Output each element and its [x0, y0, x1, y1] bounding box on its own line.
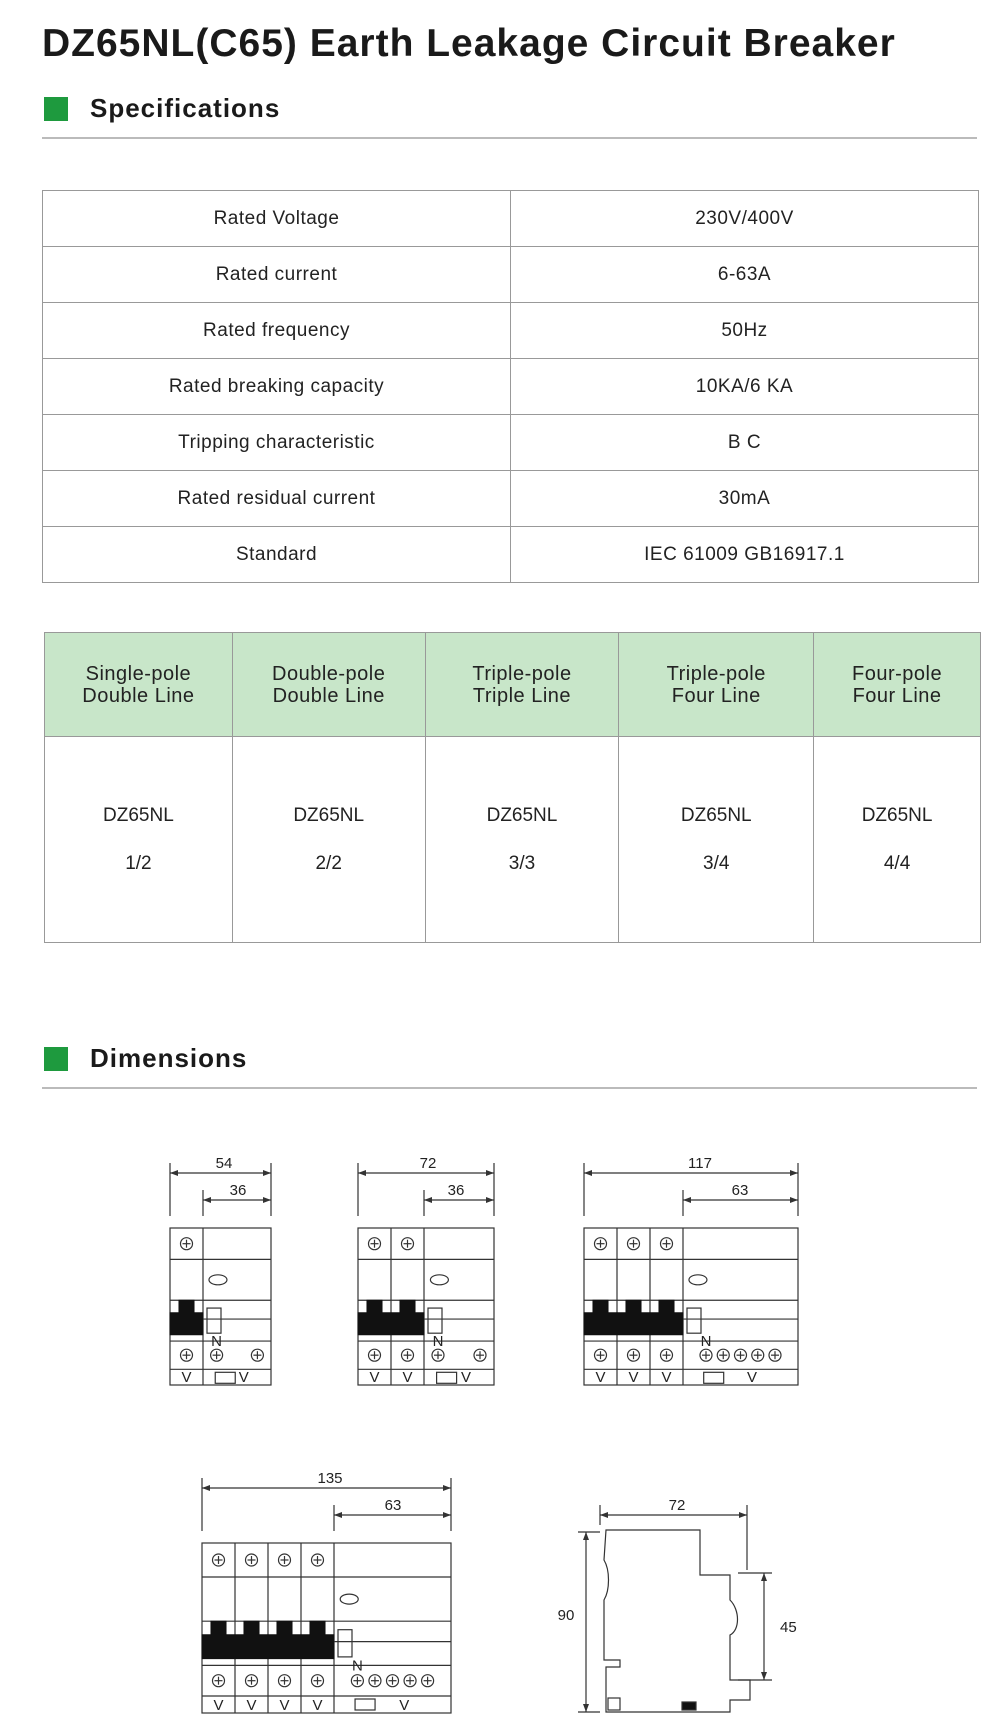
terminal-screw-icon: [422, 1675, 434, 1687]
table-row: [43, 191, 979, 247]
arrow-head: [443, 1485, 451, 1491]
rcd-indicator: [704, 1372, 724, 1383]
neutral-label: N: [700, 1332, 712, 1350]
toggle-handle: [650, 1300, 683, 1335]
terminal-screw-icon: [661, 1349, 673, 1361]
terminal-screw-icon: [628, 1238, 640, 1250]
terminal-mark: V: [628, 1369, 639, 1386]
terminal-screw-icon: [246, 1554, 258, 1566]
terminal-screw-icon: [661, 1238, 673, 1250]
width-label: 72: [668, 1497, 686, 1514]
terminal-screw-icon: [369, 1238, 381, 1250]
neutral-label: N: [351, 1657, 363, 1675]
breaker-body: [584, 1228, 798, 1385]
model-header: Four-pole Four Line: [814, 633, 981, 737]
terminal-screw-icon: [351, 1675, 363, 1687]
terminal-screw-icon: [312, 1675, 324, 1687]
terminal-screw-icon: [181, 1349, 193, 1361]
terminal-mark: V: [246, 1697, 257, 1714]
arrow-head: [761, 1672, 767, 1680]
terminal-mark: V: [402, 1369, 413, 1386]
spec-label: Rated frequency: [43, 303, 511, 359]
terminal-mark: V: [746, 1369, 758, 1386]
terminal-screw-icon: [213, 1554, 225, 1566]
model-header: Triple-pole Triple Line: [425, 633, 619, 737]
total-width-label: 72: [419, 1155, 437, 1172]
arrow-head: [790, 1197, 798, 1203]
terminal-screw-icon: [595, 1238, 607, 1250]
terminal-screw-icon: [432, 1349, 444, 1361]
specifications-section-header: [42, 93, 977, 139]
test-button-icon: [340, 1594, 358, 1604]
rcd-latch: [207, 1308, 221, 1333]
depth-label: 45: [780, 1619, 797, 1636]
module-width-label: 63: [731, 1182, 749, 1199]
terminal-mark: V: [399, 1697, 410, 1714]
spec-label: Rated breaking capacity: [43, 359, 511, 415]
table-row: [45, 737, 981, 943]
terminal-screw-icon: [213, 1675, 225, 1687]
arrow-head: [790, 1170, 798, 1176]
test-button-icon: [689, 1275, 707, 1285]
arrow-head: [263, 1170, 271, 1176]
arrow-head: [600, 1512, 608, 1518]
table-row: [43, 471, 979, 527]
test-button-icon: [430, 1275, 448, 1285]
terminal-mark: V: [369, 1369, 380, 1386]
rcd-indicator: [215, 1372, 235, 1383]
toggle-handle: [202, 1621, 235, 1658]
terminal-screw-icon: [402, 1238, 414, 1250]
models-table: [44, 632, 981, 943]
model-header: Double-pole Double Line: [232, 633, 425, 737]
page-title: DZ65NL(C65) Earth Leakage Circuit Breaker: [42, 22, 896, 65]
spec-value: 10KA/6 KA: [511, 359, 979, 415]
spec-label: Rated Voltage: [43, 191, 511, 247]
section-square-icon: [44, 97, 68, 121]
module-width-label: 36: [447, 1182, 465, 1199]
arrow-head: [203, 1197, 211, 1203]
model-header: Single-pole Double Line: [45, 633, 233, 737]
terminal-mark: V: [595, 1369, 606, 1386]
terminal-screw-icon: [181, 1238, 193, 1250]
terminal-screw-icon: [474, 1349, 486, 1361]
toggle-handle: [358, 1300, 391, 1335]
arrow-head: [583, 1704, 589, 1712]
height-dimension: [583, 1532, 589, 1712]
terminal-screw-icon: [769, 1349, 781, 1361]
table-row: [43, 415, 979, 471]
din-rail-block: [682, 1702, 696, 1710]
toggle-handle: [617, 1300, 650, 1335]
arrow-head: [443, 1512, 451, 1518]
arrow-head: [683, 1197, 691, 1203]
spec-value: 30mA: [511, 471, 979, 527]
terminal-mark: V: [460, 1369, 472, 1386]
section-title: Specifications: [90, 93, 281, 123]
terminal-screw-icon: [251, 1349, 263, 1361]
breaker-body: [202, 1543, 451, 1713]
test-button-icon: [209, 1275, 227, 1285]
table-row: [43, 247, 979, 303]
total-width-label: 135: [317, 1470, 343, 1487]
rcd-latch: [338, 1630, 352, 1657]
module-width-label: 36: [229, 1182, 247, 1199]
neutral-label: N: [211, 1332, 223, 1350]
terminal-screw-icon: [404, 1675, 416, 1687]
arrow-head: [583, 1532, 589, 1540]
table-row: [43, 359, 979, 415]
terminal-mark: V: [279, 1697, 290, 1714]
rcd-latch: [428, 1308, 442, 1333]
spec-value: IEC 61009 GB16917.1: [511, 527, 979, 583]
terminal-screw-icon: [279, 1675, 291, 1687]
arrow-head: [334, 1512, 342, 1518]
model-cell: DZ65NL 1/2: [45, 737, 233, 943]
terminal-mark: V: [181, 1369, 192, 1386]
section-title: Dimensions: [90, 1043, 248, 1073]
model-cell: DZ65NL 3/4: [619, 737, 814, 943]
arrow-head: [486, 1197, 494, 1203]
arrow-head: [358, 1170, 366, 1176]
total-width-label: 54: [215, 1155, 233, 1172]
terminal-screw-icon: [369, 1349, 381, 1361]
terminal-screw-icon: [279, 1554, 291, 1566]
terminal-screw-icon: [369, 1675, 381, 1687]
spec-label: Tripping characteristic: [43, 415, 511, 471]
module-width-label: 63: [384, 1497, 402, 1514]
table-row: [43, 303, 979, 359]
spec-label: Rated residual current: [43, 471, 511, 527]
terminal-screw-icon: [735, 1349, 747, 1361]
terminal-mark: V: [312, 1697, 323, 1714]
arrow-head: [202, 1485, 210, 1491]
toggle-handle: [584, 1300, 617, 1335]
specifications-table: [42, 190, 979, 583]
toggle-handle: [235, 1621, 268, 1658]
arrow-head: [170, 1170, 178, 1176]
arrow-head: [761, 1573, 767, 1581]
terminal-screw-icon: [402, 1349, 414, 1361]
dimensions-section-header: [42, 1043, 977, 1089]
rcd-indicator: [355, 1699, 375, 1710]
spec-label: Rated current: [43, 247, 511, 303]
arrow-head: [486, 1170, 494, 1176]
terminal-screw-icon: [211, 1349, 223, 1361]
terminal-screw-icon: [246, 1675, 258, 1687]
terminal-screw-icon: [717, 1349, 729, 1361]
table-row: [43, 527, 979, 583]
dimension-drawing-117: [584, 1155, 798, 1386]
rcd-latch: [687, 1308, 701, 1333]
terminal-mark: V: [661, 1369, 672, 1386]
dimension-drawings: [0, 1140, 1000, 1729]
din-clip: [608, 1698, 620, 1710]
height-label: 90: [557, 1607, 575, 1624]
model-header: Triple-pole Four Line: [619, 633, 814, 737]
spec-value: 230V/400V: [511, 191, 979, 247]
model-cell: DZ65NL 4/4: [814, 737, 981, 943]
toggle-handle: [268, 1621, 301, 1658]
section-square-icon: [44, 1047, 68, 1071]
toggle-handle: [301, 1621, 334, 1658]
dimension-drawing-54: [170, 1155, 271, 1386]
terminal-screw-icon: [752, 1349, 764, 1361]
terminal-mark: V: [213, 1697, 224, 1714]
rcd-indicator: [437, 1372, 457, 1383]
arrow-head: [263, 1197, 271, 1203]
arrow-head: [739, 1512, 747, 1518]
dimension-drawing-side-view: [558, 1497, 797, 1712]
side-profile: [604, 1530, 750, 1712]
terminal-screw-icon: [700, 1349, 712, 1361]
table-header-row: [45, 633, 981, 737]
total-width-label: 117: [688, 1155, 712, 1172]
toggle-handle: [170, 1300, 203, 1335]
spec-label: Standard: [43, 527, 511, 583]
spec-value: 6-63A: [511, 247, 979, 303]
terminal-screw-icon: [628, 1349, 640, 1361]
spec-value: B C: [511, 415, 979, 471]
toggle-handle: [391, 1300, 424, 1335]
arrow-head: [584, 1170, 592, 1176]
depth-dimension: [761, 1573, 767, 1680]
model-cell: DZ65NL 3/3: [425, 737, 619, 943]
terminal-screw-icon: [387, 1675, 399, 1687]
dimension-drawing-135: [202, 1470, 451, 1714]
neutral-label: N: [432, 1332, 444, 1350]
terminal-screw-icon: [595, 1349, 607, 1361]
spec-value: 50Hz: [511, 303, 979, 359]
model-cell: DZ65NL 2/2: [232, 737, 425, 943]
arrow-head: [424, 1197, 432, 1203]
terminal-screw-icon: [312, 1554, 324, 1566]
terminal-mark: V: [238, 1369, 249, 1386]
dimension-drawing-72: [358, 1155, 494, 1386]
